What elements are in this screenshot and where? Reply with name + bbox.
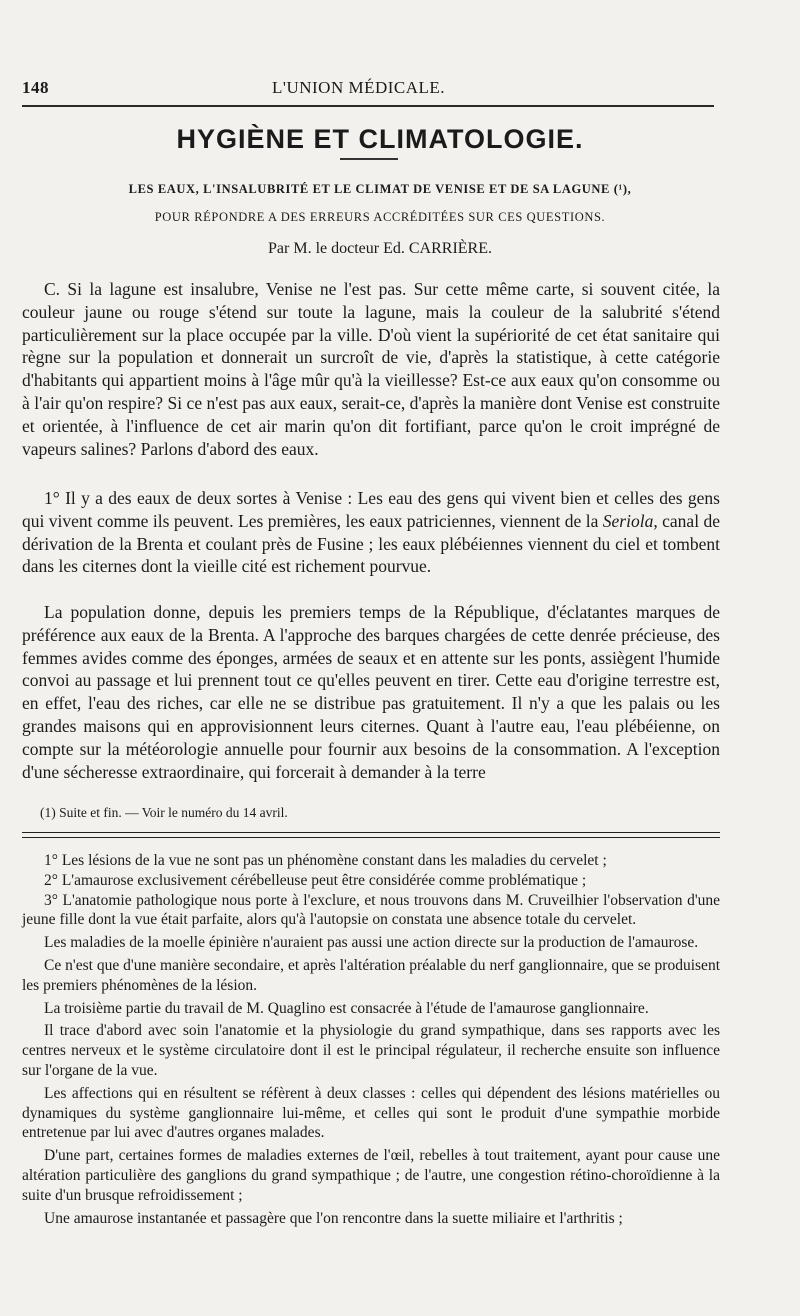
feuilleton-separator bbox=[22, 832, 720, 838]
seriola-italic: Seriola, bbox=[602, 510, 658, 531]
feuilleton-paragraph: D'une part, certaines formes de maladies externes de l'œil, rebelles à tout traitement, ayant pour cause une altération particulière des ganglions du grand sympathique ; de l'autre, une congestion rétino-choroïdienne à la suite d'un brusque refroidissement ; bbox=[22, 1147, 720, 1204]
paragraph-text-start: 1° Il y a des eaux de deux sortes à Venise : Les eau des gens qui vivent bien et celles des gens qui vivent comme ils peuvent. Les premières, les eaux patriciennes, viennent de la bbox=[22, 488, 720, 531]
footnote: (1) Suite et fin. — Voir le numéro du 14 avril. bbox=[40, 805, 288, 820]
paragraph-text: C. Si la lagune est insalubre, Venise ne l'est pas. Sur cette même carte, si souvent citée, la couleur jaune ou rouge s'étend sur toute la lagune, mais la couleur de la salubrité s'étend particulièrement sur la place occupée par la ville. D'où vient la supériorité de cet état sanitaire qui règne sur la population et donnerait un surcroît de vie, d'après la statistique, à cette catégorie d'habitants qui appartient moins à l'âge mûr qu'à la vieillesse? Est-ce aux eaux qu'on consomme ou à l'air qu'on respire? Si ce n'est pas aux eaux, serait-ce, d'après la manière dont Venise est construite et orientée, à l'influence de cet air marin qu'on dit fortifiant, parce qu'on le croit imprégné de vapeurs salines? Parlons d'abord des eaux. bbox=[22, 279, 720, 459]
feuilleton-section bbox=[22, 851, 720, 1228]
article-paragraph-2 bbox=[22, 487, 720, 578]
feuilleton-paragraph: 1° Les lésions de la vue ne sont pas un phénomène constant dans les maladies du cervelet ; bbox=[44, 852, 607, 869]
author-byline: Par M. le docteur Ed. CARRIÈRE. bbox=[268, 240, 492, 257]
paragraph-text-end: canal de dérivation de la Brenta et coulant près de Fusine ; les eaux plébéiennes viennent du ciel et tombent dans les citernes dont la vieille cité est richement pourvue. bbox=[22, 510, 720, 577]
paragraph-text bbox=[22, 487, 720, 578]
feuilleton-paragraph: La troisième partie du travail de M. Quaglino est consacrée à l'étude de l'amaurose ganglionnaire. bbox=[44, 999, 649, 1017]
feuilleton-paragraph: 2° L'amaurose exclusivement cérébelleuse peut être considérée comme problématique ; bbox=[44, 871, 587, 889]
title-underline bbox=[340, 158, 398, 160]
feuilleton-paragraph: Il trace d'abord avec soin l'anatomie et la physiologie du grand sympathique, dans ses rapports avec les centres nerveux et le système circulatoire dont il est le principal régulateur, il recherche ensuite son influence sur l'organe de la vue. bbox=[22, 1022, 720, 1079]
article-paragraph-1 bbox=[22, 278, 720, 460]
header-rule bbox=[22, 105, 714, 107]
journal-title: L'UNION MÉDICALE. bbox=[272, 78, 446, 97]
feuilleton-paragraph: Les affections qui en résultent se réfèrent à deux classes : celles qui dépendent des lésions matérielles ou dynamiques du système ganglionnaire lui-même, et celles qui sont le produit d'une sympathie morbide entretenue par lui avec d'autres organes malades. bbox=[22, 1084, 720, 1142]
section-title: HYGIÈNE ET CLIMATOLOGIE. bbox=[176, 124, 584, 154]
paragraph-text: La population donne, depuis les premiers temps de la République, d'éclatantes marques de préférence aux eaux de la Brenta. A l'approche des barques chargées de cette denrée précieuse, des femmes avides comme des éponges, armées de seaux et en attente sur les ponts, assiègent l'humide convoi au passage et lui prennent tout ce qu'elles peuvent en tirer. Cette eau d'origine terrestre est, en effet, l'eau des riches, car elle ne se distribue pas gratuitement. Il n'y a que les palais ou les grandes maisons qui en approvisionnent leurs citernes. Quant à l'autre eau, l'eau plébéienne, on compte sur la météorologie annuelle pour fournir aux besoins de la consommation. A l'exception d'une sécheresse extraordinaire, qui forcerait à demander à la terre bbox=[22, 602, 720, 782]
feuilleton-paragraph: Les maladies de la moelle épinière n'auraient pas aussi une action directe sur la production de l'amaurose. bbox=[44, 934, 699, 952]
article-subtitle: LES EAUX, L'INSALUBRITÉ ET LE CLIMAT DE VENISE ET DE SA LAGUNE (¹), bbox=[128, 182, 632, 196]
feuilleton-paragraph: 3° L'anatomie pathologique nous porte à l'exclure, et nous trouvons dans M. Cruveilhier l'observation d'une jeune fille dont la vue était parfaite, alors qu'à l'autopsie on constata une absence totale du cervelet. bbox=[22, 891, 720, 929]
feuilleton-paragraph: Ce n'est que d'une manière secondaire, et après l'altération préalable du nerf ganglionnaire, que se produisent les premiers phénomènes de la lésion. bbox=[22, 956, 720, 994]
article-paragraph-3 bbox=[22, 601, 720, 783]
feuilleton-paragraph: Une amaurose instantanée et passagère que l'on rencontre dans la suette miliaire et l'arthritis ; bbox=[44, 1209, 623, 1227]
page-number: 148 bbox=[22, 78, 49, 97]
article-subtitle-continued: POUR RÉPONDRE A DES ERREURS ACCRÉDITÉES SUR CES QUESTIONS. bbox=[154, 210, 606, 224]
page-header bbox=[22, 78, 712, 104]
